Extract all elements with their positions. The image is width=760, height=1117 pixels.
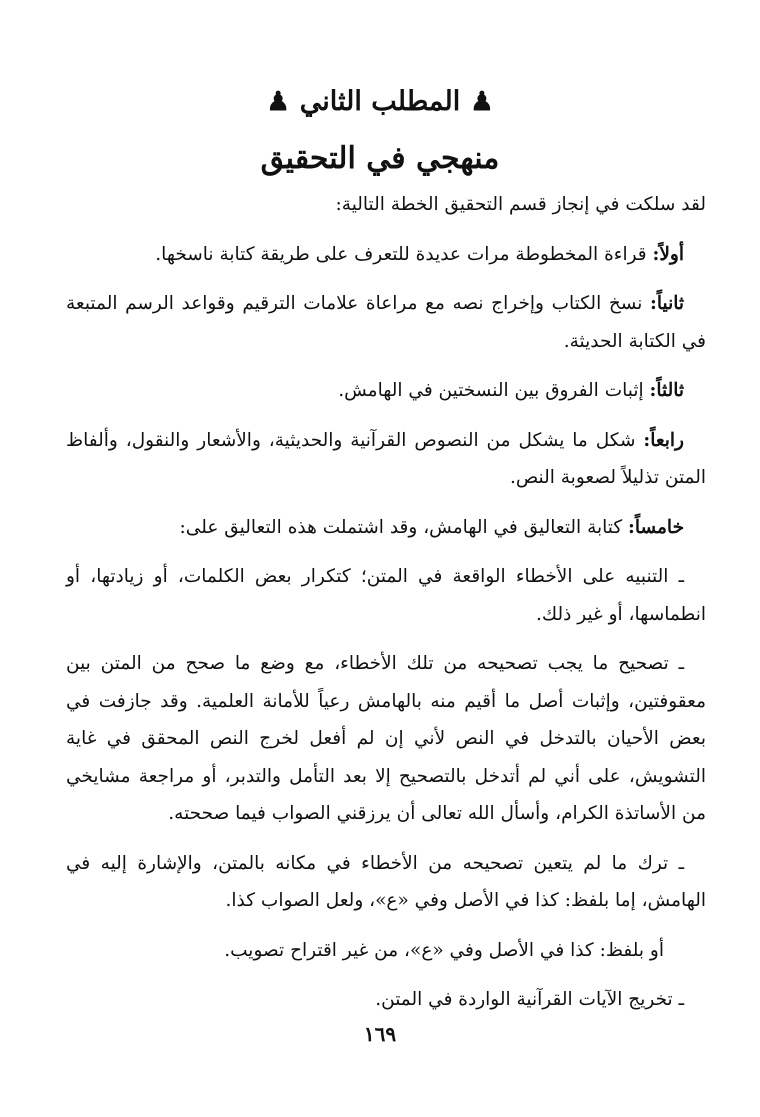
step-text: شكل ما يشكل من النصوص القرآنية والحديثية، والأشعار والنقول، وألفاظ المتن تذليلاً لصعوبة النص. xyxy=(66,429,706,488)
step-paragraph-5 xyxy=(66,509,706,547)
bullet-paragraph-4: ـ تخريج الآيات القرآنية الواردة في المتن. xyxy=(375,989,684,1010)
chess-pawn-ornament-icon: ♟ xyxy=(470,87,494,117)
step-paragraph-3 xyxy=(66,372,706,410)
alternative-note-paragraph: أو بلفظ: كذا في الأصل وفي «ع»، من غير اقتراح تصويب. xyxy=(224,939,664,961)
page-number: ١٦٩ xyxy=(363,1022,397,1046)
step-text: كتابة التعاليق في الهامش، وقد اشتملت هذه التعاليق على: xyxy=(179,516,629,538)
step-text: قراءة المخطوطة مرات عديدة للتعرف على طريقة كتابة ناسخها. xyxy=(155,243,653,265)
step-label: أولاً: xyxy=(652,243,684,265)
step-label: ثالثاً: xyxy=(649,380,684,401)
section-heading xyxy=(0,82,760,122)
body-text xyxy=(66,186,706,1031)
step-label: ثانياً: xyxy=(650,293,684,314)
chess-pawn-ornament-icon: ♟ xyxy=(266,87,290,117)
step-text: نسخ الكتاب وإخراج نصه مع مراعاة علامات الترقيم وقواعد الرسم المتبعة في الكتابة الحديثة. xyxy=(66,293,706,352)
section-title: المطلب الثاني xyxy=(299,86,461,117)
step-label: رابعاً: xyxy=(643,429,684,451)
bullet-paragraph-3: ـ ترك ما لم يتعين تصحيحه من الأخطاء في مكانه بالمتن، والإشارة إليه في الهامش، إما بلفظ: كذا في الأصل وفي «ع»، ولعل الصواب كذا. xyxy=(66,852,706,911)
step-label: خامساً: xyxy=(628,516,684,538)
bullet-paragraph-2: ـ تصحيح ما يجب تصحيحه من تلك الأخطاء، مع وضع ما صحح من المتن بين معقوفتين، وإثبات أصل ما أقيم منه بالهامش رعياً للأمانة العلمية. وقد جازفت في بعض الأحيان بالتدخل في النص لأني إن لم أفعل لخرج النص المحقق في غاية التشويش، على أني لم أتدخل بالتصحيح إلا بعد التأمل والتدبر، أو مراجعة مشايخي من الأساتذة الكرام، وأسأل الله تعالى أن يرزقني الصواب فيما صححته. xyxy=(66,653,706,824)
bullet-paragraph-1: ـ التنبيه على الأخطاء الواقعة في المتن؛ كتكرار بعض الكلمات، أو زيادتها، أو انطماسها، أو غير ذلك. xyxy=(66,566,706,625)
intro-paragraph: لقد سلكت في إنجاز قسم التحقيق الخطة التالية: xyxy=(335,194,706,215)
step-paragraph-2 xyxy=(66,285,706,360)
step-paragraph-1 xyxy=(66,236,706,274)
step-paragraph-4 xyxy=(66,422,706,497)
step-text: إثبات الفروق بين النسختين في الهامش. xyxy=(338,380,650,401)
page-title: منهجي في التحقيق xyxy=(260,141,500,176)
